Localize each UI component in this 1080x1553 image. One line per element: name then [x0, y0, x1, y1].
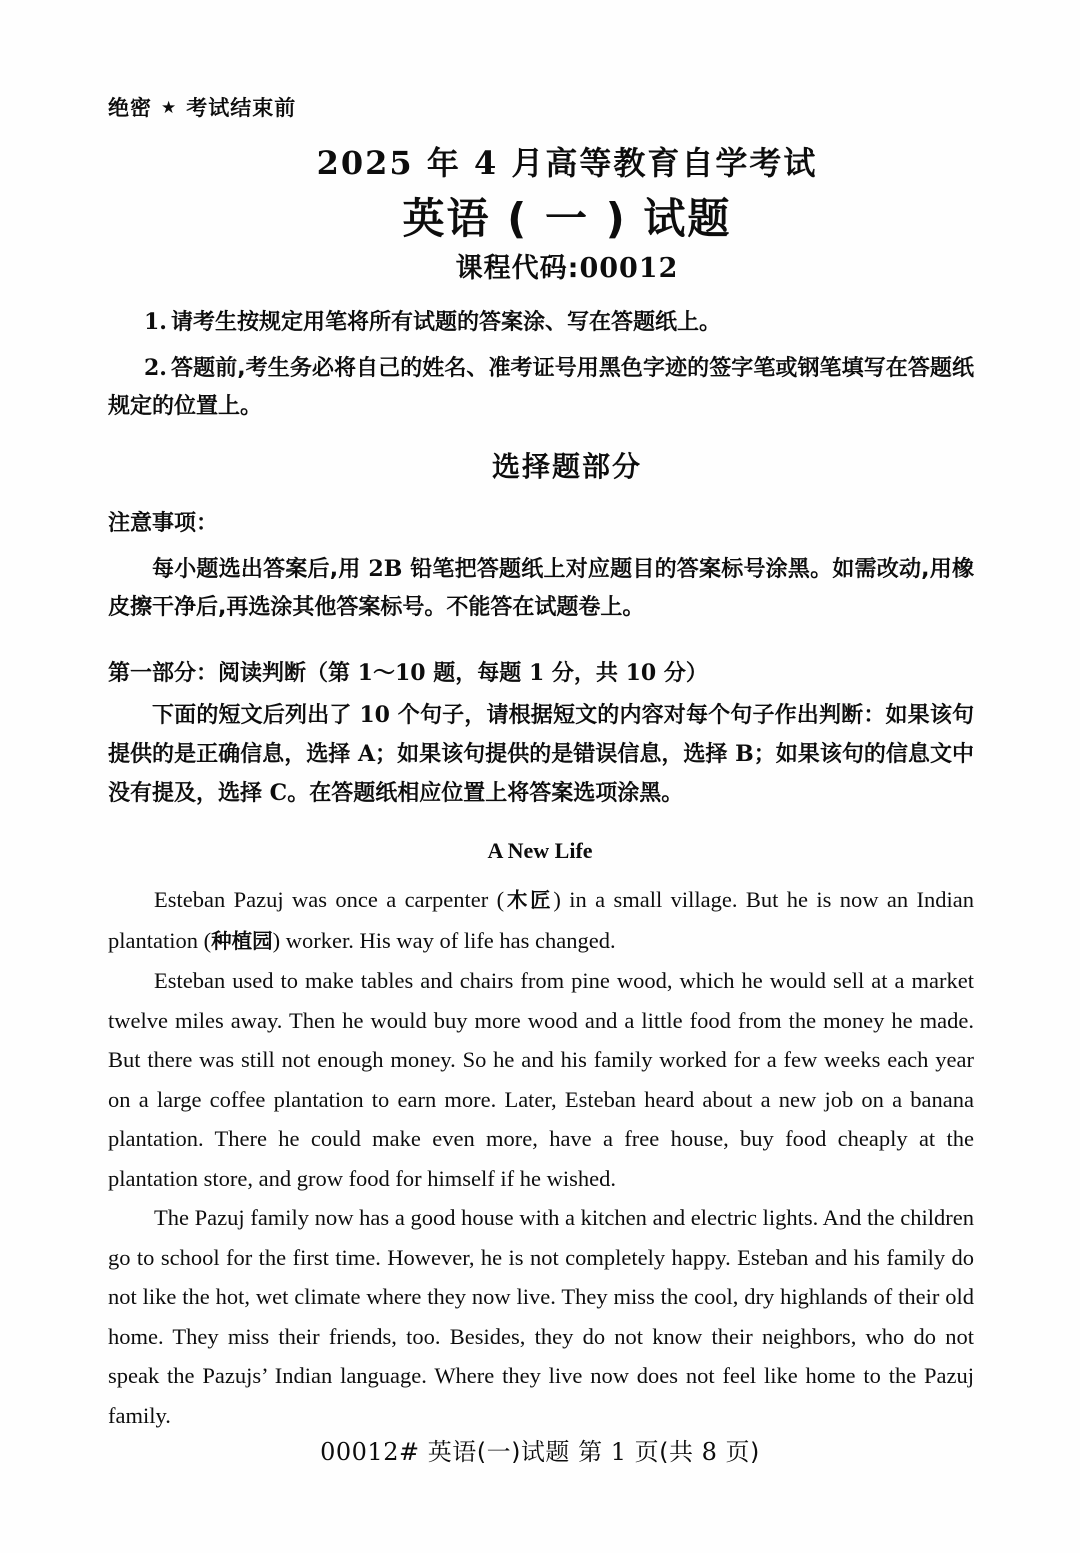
course-code-value: 00012 [579, 253, 679, 284]
footer-course-code: 00012# [320, 1438, 420, 1466]
part-one-directions [108, 696, 974, 813]
notice-body [108, 550, 974, 627]
exam-title-main: 2025 年 4 月高等教育自学考试 [316, 144, 818, 182]
directions-option-c: C [269, 780, 288, 806]
part-one-points-total: 10 [625, 660, 657, 686]
part-one-heading-prefix: 第一部分：阅读判断（第 [108, 661, 358, 686]
exam-title-subject: 英语 ( 一 ) 试题 [402, 194, 732, 243]
instruction-item-2 [108, 349, 974, 426]
passage-paragraph [108, 1198, 974, 1435]
passage-text: Esteban Pazuj was once a carpenter ( [154, 887, 505, 912]
passage-text: Esteban used to make tables and chairs from pine wood, which he would sell at a market twelve miles away. Then he would buy more wood and a little food from the money he made. But there was still not enough money. So he and his family worked for a few weeks each year on a large coffee plantation to earn more. Later, Esteban heard about a new job on a banana plantation. There he could make even more, have a free house, buy food cheaply at the plantation store, and grow food for himself if he wished. [108, 968, 974, 1191]
footer-page-number: 1 [610, 1438, 627, 1466]
passage-body [108, 880, 974, 1435]
footer-page-total: 8 [701, 1438, 718, 1466]
course-code-label: 课程代码 [455, 253, 568, 284]
directions-text-2: 个句子，请根据短文的内容对每个句子作出判断：如果该句提供的是正确信息，选择 [108, 703, 974, 767]
part-one-question-range: 1～10 [357, 660, 426, 686]
passage-text: ) in a small village. But he is now an Indian plantation ( [108, 887, 975, 953]
passage-text: ) worker. His way of life has changed. [272, 927, 616, 953]
directions-text-5: 。在答题纸相应位置上将答案选项涂黑。 [287, 781, 684, 806]
course-code-separator: : [567, 253, 580, 284]
instruction-number-2: 2. [144, 355, 167, 381]
passage-text: The Pazuj family now has a good house with a kitchen and electric lights. And the children go to school for the first time. However, he is not completely happy. Esteban and his family do not like the hot, wet climate where they now live. They miss the cool, dry highlands of their old home. They miss their friends, too. Besides, they do not know their neighbors, who do not speak the Pazujs’ Indian language. Where they live now does not feel like home to the Pazuj family. [108, 1205, 974, 1428]
page-footer [0, 1432, 1080, 1467]
directions-option-a: A [357, 741, 376, 767]
star-icon: ★ [161, 98, 178, 118]
passage-gloss-chinese: 种植园 [211, 928, 273, 953]
secrecy-notice [108, 96, 296, 121]
instruction-item-1 [108, 303, 974, 342]
passage-paragraph [108, 961, 974, 1198]
directions-option-b: B [735, 741, 754, 767]
notice-text-part1: 每小题选出答案后,用 [152, 557, 369, 582]
notice-label: 注意事项： [108, 511, 219, 536]
footer-page-label: 第 [578, 1438, 611, 1466]
part-one-heading-mid2: 分，共 [544, 661, 626, 686]
secrecy-label: 绝密 [108, 96, 152, 120]
part-one-heading-suffix: 分） [656, 661, 708, 686]
notice-pencil-grade: 2B [368, 556, 403, 582]
footer-page-mid: 页(共 [626, 1438, 702, 1466]
instruction-text-2: 答题前,考生务必将自己的姓名、准考证号用黑色字迹的签字笔或钢笔填写在答题纸规定的位置上。 [108, 356, 974, 419]
part-one-heading [108, 656, 708, 687]
course-code-line [0, 246, 1080, 285]
footer-page-suffix: 页) [717, 1438, 760, 1466]
directions-sentence-count: 10 [359, 702, 390, 728]
passage-gloss-chinese: 木匠 [504, 888, 554, 912]
passage-paragraph [108, 880, 974, 961]
directions-text-4: ；如果该句的信息文中没有提及，选择 [108, 742, 974, 806]
secrecy-condition: 考试结束前 [186, 96, 297, 120]
directions-text-1: 下面的短文后列出了 [152, 703, 360, 728]
section-heading-multiple-choice: 选择题部分 [491, 450, 642, 483]
part-one-heading-mid: 题，每题 [425, 661, 529, 686]
directions-text-3: ；如果该句提供的是错误信息，选择 [375, 742, 736, 767]
footer-subject: 英语(一)试题 [419, 1438, 579, 1466]
passage-title: A New Life [487, 838, 593, 863]
part-one-points-each: 1 [528, 660, 545, 686]
instruction-number-1: 1. [144, 309, 167, 335]
instruction-text-1: 请考生按规定用笔将所有试题的答案涂、写在答题纸上。 [170, 310, 721, 335]
notice-text-part2: 铅笔把答题纸上对应题目的答案标号涂黑。如需改动,用橡皮擦干净后,再选涂其他答案标号。不能答在试题卷上。 [108, 557, 974, 620]
